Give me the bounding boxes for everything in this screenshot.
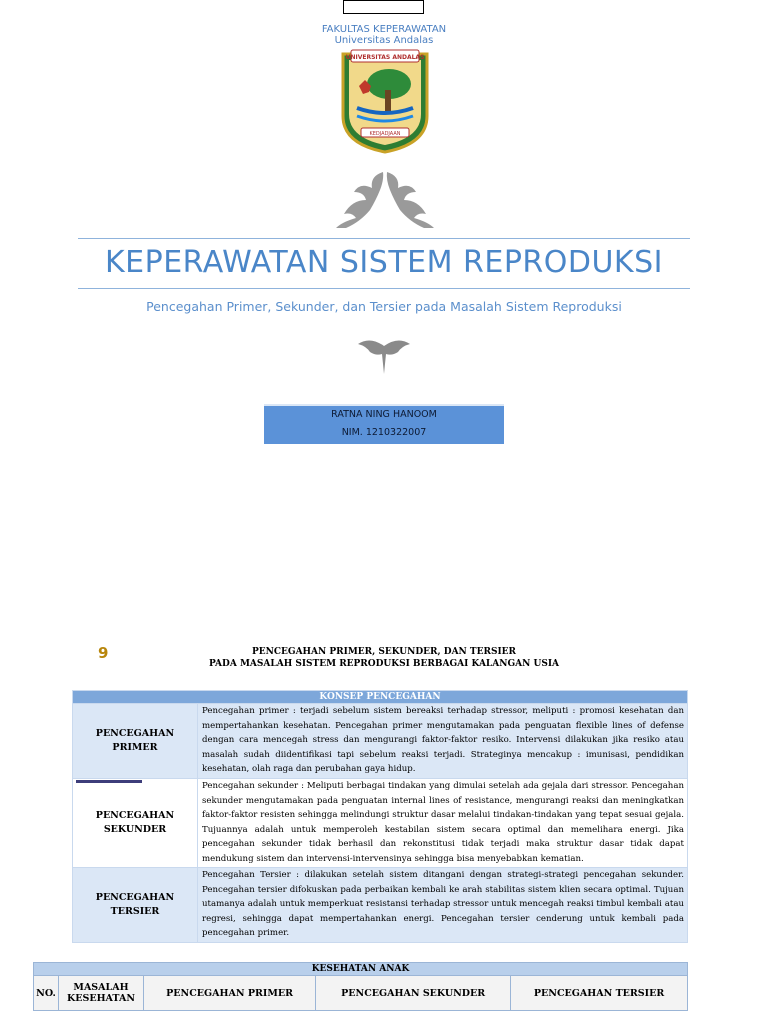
author-nim: NIM. 1210322007 <box>341 427 427 438</box>
row-text-tersier: Pencegahan Tersier : dilakukan setelah sistem ditangani dengan strategi-strategi pencegahan sekunder. Pencegahan tersier difokuskan pada perbaikan kembali ke arah stabilitas sistem klien secara optimal. Tujuan utamanya adalah untuk memperkuat resistansi terhadap stressor untuk mencegah reaksi timbul kembali atau regresi, sehingga dapat mempertahankan energi. Pencegahan tersier cenderung untuk kembali pada pencegahan primer. <box>198 868 688 943</box>
faculty-name: FAKULTAS KEPERAWATAN <box>321 24 447 35</box>
section-heading-line2: PADA MASALAH SISTEM REPRODUKSI BERBAGAI KALANGAN USIA <box>208 659 560 669</box>
konsep-pencegahan-table <box>72 690 688 943</box>
fleuron-ornament <box>356 336 412 376</box>
row-text-sekunder: Pencegahan sekunder : Meliputi berbagai tindakan yang dimulai setelah ada gejala dari stressor. Pencegahan sekunder mengutamakan pada penguatan internal lines of resistance, mengurangi reaksi dan meningkatkan faktor-faktor resisten sehingga melindungi struktur dasar melalui tindakan-tindakan yang tepat sesuai gejala. Tujuannya adalah untuk memperoleh kestabilan sistem secara optimal dan memelihara energi. Jika pencegahan sekunder tidak berhasil dan rekonstitusi tidak terjadi maka struktur dasar tidak dapat mendukung sistem dan intervensi-intervensinya sehingga bisa menyebabkan kematian. <box>198 779 688 868</box>
table-row <box>73 868 688 943</box>
logo-text-bottom: KEDJADJAAN <box>369 131 401 137</box>
section-heading-line1: PENCEGAHAN PRIMER, SEKUNDER, DAN TERSIER <box>252 647 516 657</box>
title-rule-top <box>78 238 690 239</box>
row-label-sekunder: PENCEGAHAN SEKUNDER <box>73 779 198 868</box>
flourish-ornament <box>330 170 440 232</box>
section-number: 9 <box>98 644 109 662</box>
table-row <box>73 704 688 779</box>
title-rule-bottom <box>78 288 690 289</box>
col-header-primer: PENCEGAHAN PRIMER <box>144 976 316 1011</box>
page-top-box <box>343 0 424 14</box>
kesehatan-anak-table <box>33 962 688 1011</box>
row-label-tersier: PENCEGAHAN TERSIER <box>73 868 198 943</box>
kesehatan-table-header: KESEHATAN ANAK <box>34 963 688 976</box>
university-logo <box>337 46 433 154</box>
author-box <box>264 404 504 444</box>
document-subtitle: Pencegahan Primer, Sekunder, dan Tersier pada Masalah Sistem Reproduksi <box>146 299 622 314</box>
logo-text-top: UNIVERSITAS ANDALAS <box>345 54 425 61</box>
document-title: KEPERAWATAN SISTEM REPRODUKSI <box>104 245 663 280</box>
col-header-no: NO. <box>34 976 59 1011</box>
row-label-primer: PENCEGAHAN PRIMER <box>73 704 198 779</box>
row-text-primer: Pencegahan primer : terjadi sebelum sistem bereaksi terhadap stressor, meliputi : promosi kesehatan dan mempertahankan kesehatan. Pencegahan primer mengutamakan pada penguatan flexible lines of defense dengan cara mencegah stress dan mengurangi faktor-faktor resiko. Intervensi dilakukan jika resiko atau masalah sudah diidentifikasi tapi sebelum reaksi terjadi. Strateginya mencakup : imunisasi, pendidikan kesehatan, olah raga dan perubahan gaya hidup. <box>198 704 688 779</box>
university-name: Universitas Andalas <box>334 35 434 46</box>
col-header-sekunder: PENCEGAHAN SEKUNDER <box>316 976 511 1011</box>
konsep-table-header: KONSEP PENCEGAHAN <box>73 691 688 704</box>
col-header-masalah: MASALAH KESEHATAN <box>59 976 144 1011</box>
col-header-tersier: PENCEGAHAN TERSIER <box>511 976 688 1011</box>
decorative-bar <box>76 780 142 783</box>
author-name: RATNA NING HANOOM <box>331 409 437 420</box>
table-row <box>73 779 688 868</box>
